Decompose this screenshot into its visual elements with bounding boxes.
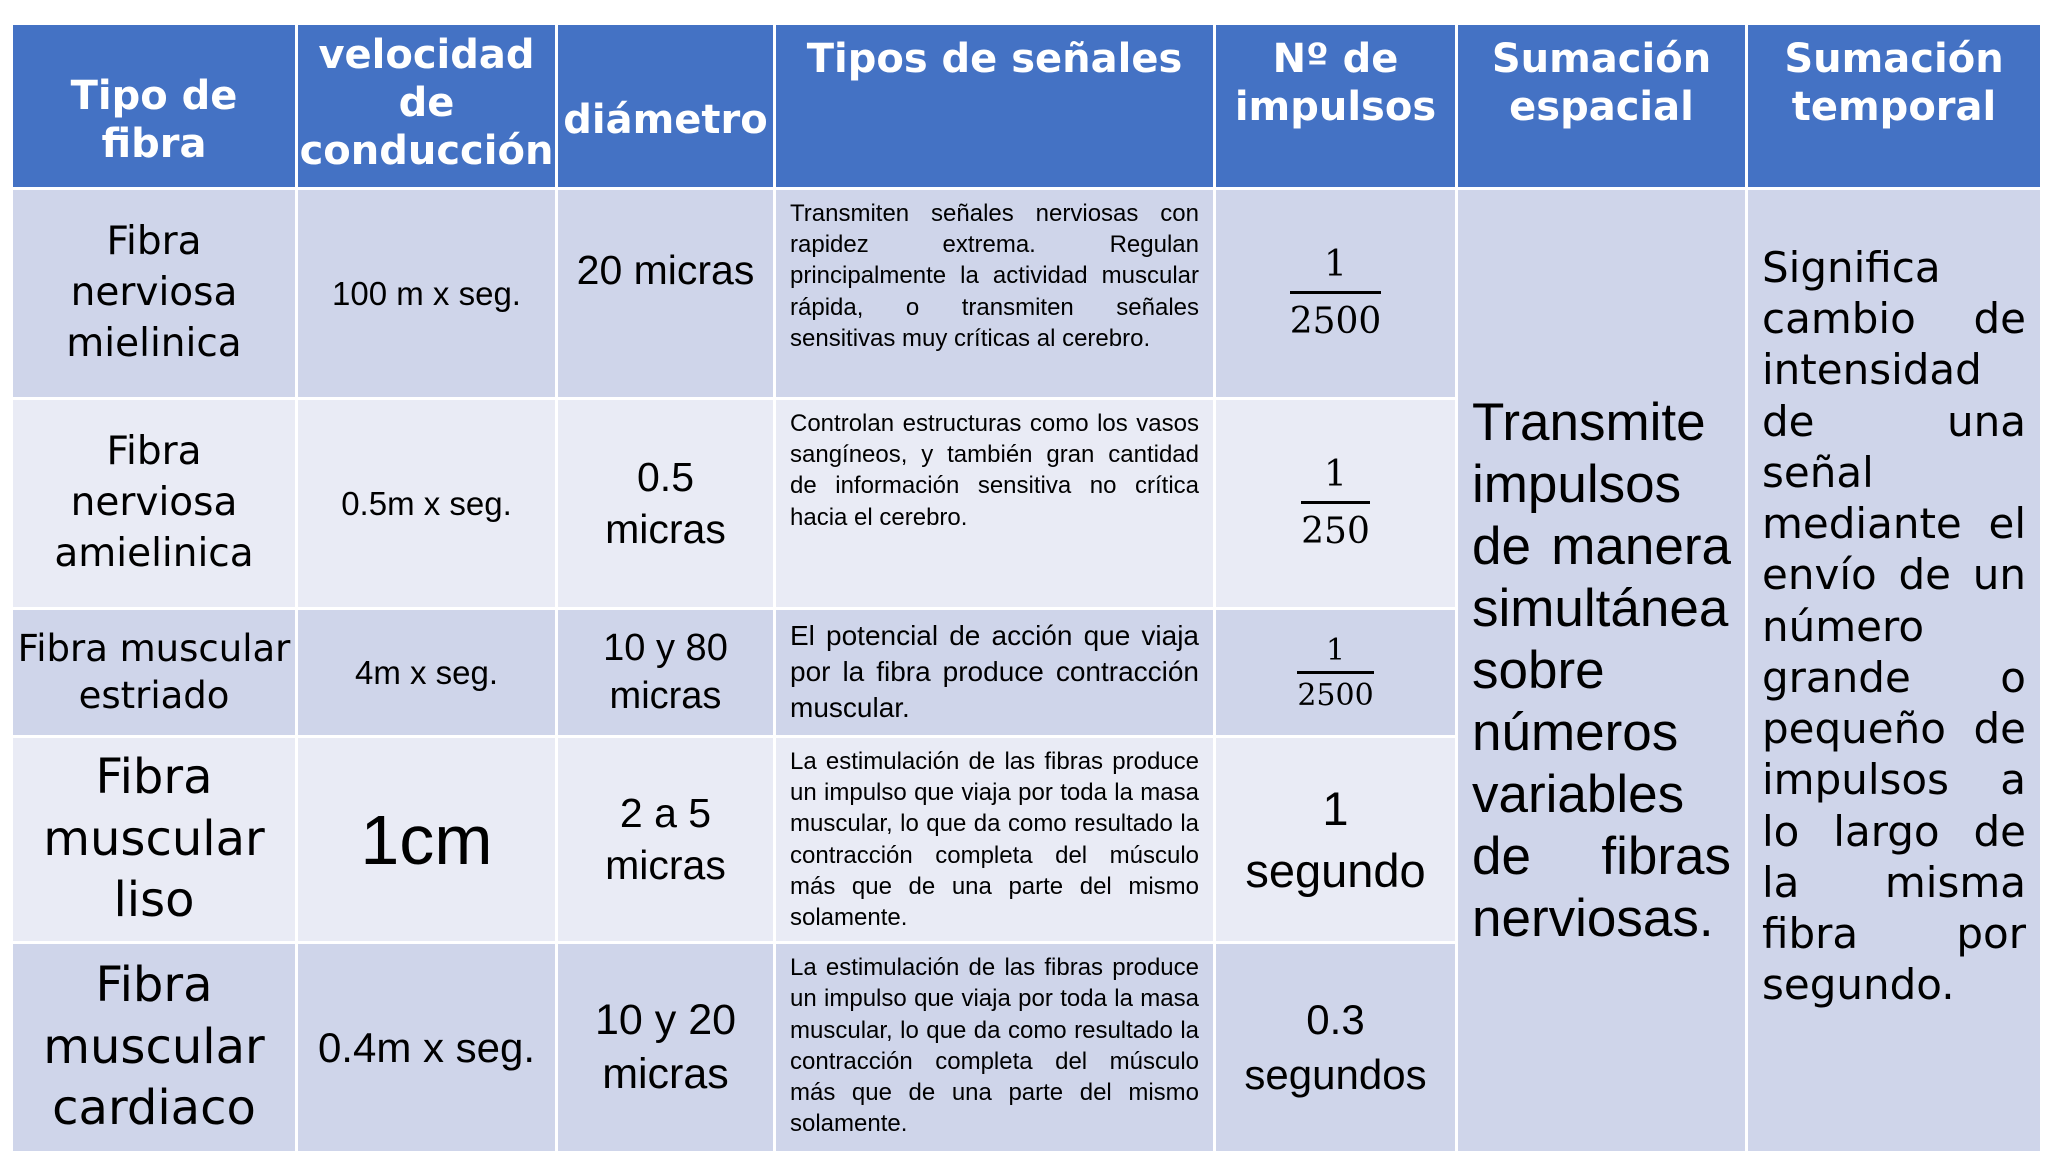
spatial-summation-text: Transmite impulsos de manera simultánea sobre números variables de fibras nerviosas. [1457,189,1747,1153]
impulse-count [1215,609,1457,737]
signal-description: La estimulación de las fibras produce un impulso que viaja por toda la masa muscular, lo que da como resultado la contracción completa del músculo más que de una parte del mismo solamente. [775,943,1215,1153]
impulse-fraction: $\frac{1}{2500}$ [1289,244,1382,342]
diameter: 10 y 20 micras [557,943,775,1153]
diameter: 0.5 micras [557,399,775,609]
signal-description: Transmiten señales nerviosas con rapidez extrema. Regulan principalmente la actividad muscular rápida, o transmiten señales sensitivas muy críticas al cerebro. [775,189,1215,399]
impulse-count: 1 segundo [1215,737,1457,943]
conduction-speed: 1cm [297,737,557,943]
diameter: 2 a 5 micras [557,737,775,943]
header-row [12,24,2042,189]
fiber-comparison-table [10,22,2043,1154]
header-impulses: Nº de impulsos [1215,24,1457,189]
signal-description: La estimulación de las fibras produce un impulso que viaja por toda la masa muscular, lo que da como resultado la contracción completa del músculo más que de una parte del mismo solamente. [775,737,1215,943]
fiber-name: Fibra muscular estriado [12,609,297,737]
table-row [12,189,2042,399]
header-diameter: diámetro [557,24,775,189]
signal-description: El potencial de acción que viaja por la fibra produce contracción muscular. [775,609,1215,737]
temporal-summation-text: Significa cambio de intensidad de una señal mediante el envío de un número grande o pequeño de impulsos a lo largo de la misma fibra por segundo. [1747,189,2042,1153]
conduction-speed: 100 m x seg. [297,189,557,399]
impulse-count [1215,399,1457,609]
conduction-speed: 0.5m x seg. [297,399,557,609]
impulse-fraction: $\frac{1}{250}$ [1301,454,1370,552]
diameter: 20 micras [557,189,775,399]
header-spatial: Sumación espacial [1457,24,1747,189]
fiber-name: Fibra muscular liso [12,737,297,943]
signal-description: Controlan estructuras como los vasos sangíneos, y también gran cantidad de información sensitiva no crítica hacia el cerebro. [775,399,1215,609]
diameter: 10 y 80 micras [557,609,775,737]
fiber-name: Fibra muscular cardiaco [12,943,297,1153]
header-temporal: Sumación temporal [1747,24,2042,189]
header-fiber-type: Tipo de fibra [12,24,297,189]
conduction-speed: 0.4m x seg. [297,943,557,1153]
impulse-count: 0.3 segundos [1215,943,1457,1153]
fiber-name: Fibra nerviosa amielinica [12,399,297,609]
impulse-count [1215,189,1457,399]
conduction-speed: 4m x seg. [297,609,557,737]
fiber-name: Fibra nerviosa mielinica [12,189,297,399]
header-speed: velocidad de conducción [297,24,557,189]
header-signals: Tipos de señales [775,24,1215,189]
impulse-fraction: $\frac{1}{2500}$ [1297,632,1374,713]
